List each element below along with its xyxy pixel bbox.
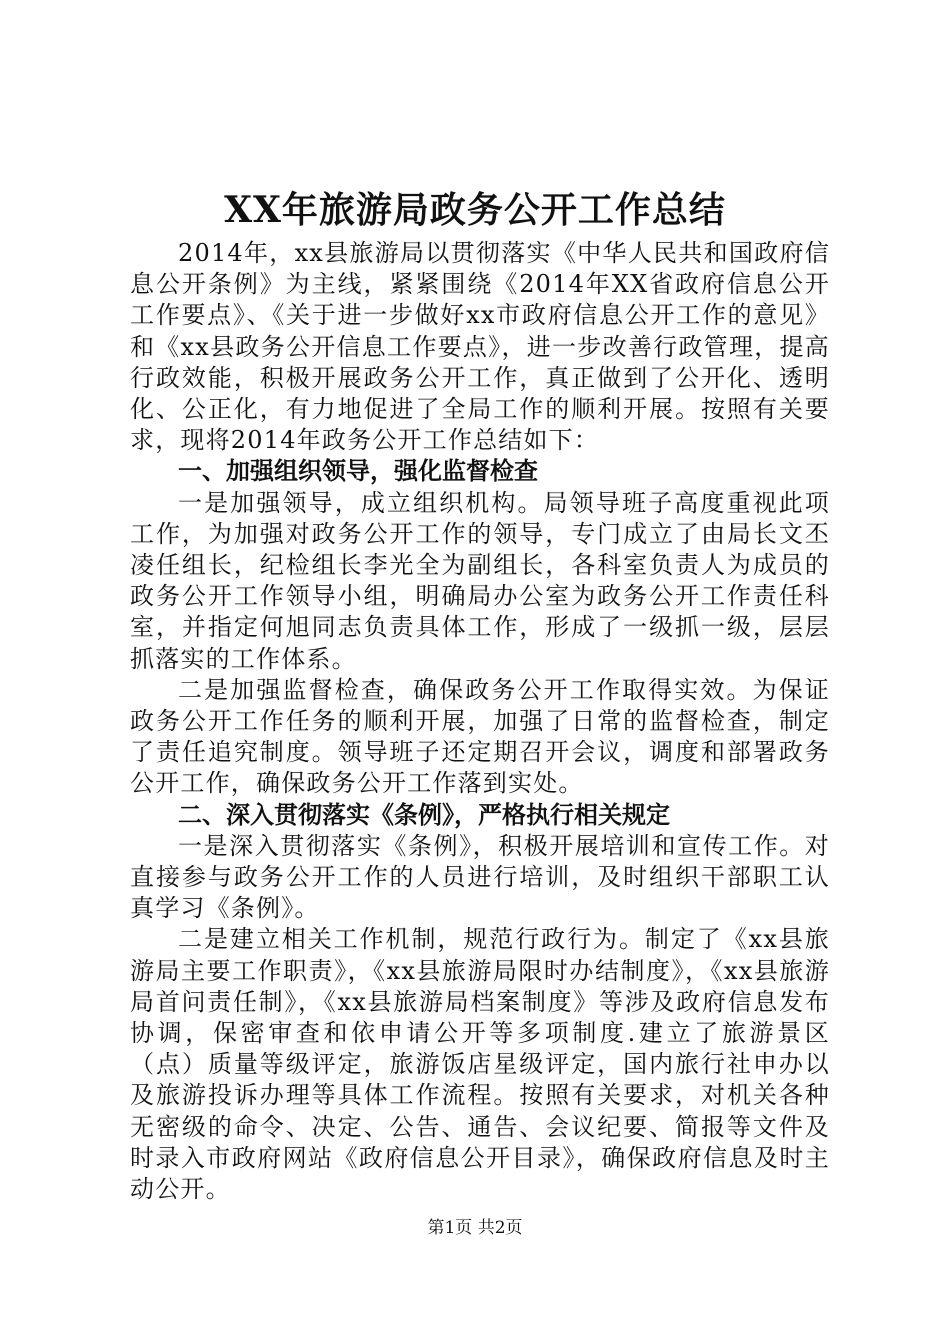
document-body: [130, 238, 830, 1205]
page-number-footer: 第1页 共2页: [427, 1218, 523, 1238]
intro-paragraph: 2014年，xx县旅游局以贯彻落实《中华人民共和国政府信息公开条例》为主线，紧紧围绕《2014年XX省政府信息公开工作要点》、《关于进一步做好xx市政府信息公开工作的意见》和《xx县政务公开信息工作要点》，进一步改善行政管理，提高行政效能，积极开展政务公开工作，真正做到了公开化、透明化、公正化，有力地促进了全局工作的顺利开展。按照有关要求，现将2014年政务公开工作总结如下：: [130, 239, 830, 455]
section-1-paragraph-1: 一是加强领导，成立组织机构。局领导班子高度重视此项工作，为加强对政务公开工作的领导，专门成立了由局长文丕凌任组长，纪检组长李光全为副组长，各科室负责人为成员的政务公开工作领导小组，明确局办公室为政务公开工作责任科室，并指定何旭同志负责具体工作，形成了一级抓一级，层层抓落实的工作体系。: [130, 488, 830, 673]
section-2-paragraph-2: 二是建立相关工作机制，规范行政行为。制定了《xx县旅游局主要工作职责》，《xx县旅游局限时办结制度》，《xx县旅游局首问责任制》，《xx县旅游局档案制度》等涉及政府信息发布协调，保密审查和依申请公开等多项制度.建立了旅游景区（点）质量等级评定，旅游饭店星级评定，国内旅行社申办以及旅游投诉办理等具体工作流程。按照有关要求，对机关各种无密级的命令、决定、公告、通告、会议纪要、简报等文件及时录入市政府网站《政府信息公开目录》，确保政府信息及时主动公开。: [130, 925, 830, 1204]
section-1-paragraph-2: 二是加强监督检查，确保政务公开工作取得实效。为保证政务公开工作任务的顺利开展，加强了日常的监督检查，制定了责任追究制度。领导班子还定期召开会议，调度和部署政务公开工作，确保政务公开工作落到实处。: [130, 675, 830, 798]
section-heading-2: 二、深入贯彻落实《条例》，严格执行相关规定: [178, 800, 670, 829]
section-2-paragraph-1: 一是深入贯彻落实《条例》，积极开展培训和宣传工作。对直接参与政务公开工作的人员进行培训，及时组织干部职工认真学习《条例》。: [130, 831, 830, 923]
section-heading-1: 一、加强组织领导，强化监督检查: [178, 457, 538, 486]
document-title: XX年旅游局政务公开工作总结: [224, 189, 726, 231]
